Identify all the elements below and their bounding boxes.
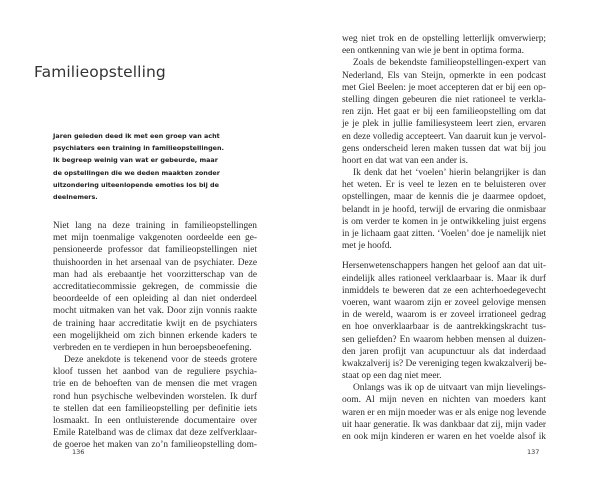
text-line: en hoe onverklaarbaar is de aantrekkingskracht tus- [342, 322, 546, 333]
section-break [342, 252, 546, 260]
intro-line: psychiaters een training in familieopstellingen. [53, 144, 224, 153]
text-line: in de wereld, waarom is er zoveel irrationeel gedrag [342, 310, 546, 321]
text-line: en ook mijn kinderen er waren en het voelde alsof ik [342, 432, 546, 442]
text-line: den jaren profijt van acupunctuur als dat inderdaad [342, 346, 546, 357]
left-body-text [53, 220, 257, 452]
text-line: mocht uitmaken van het vak. Door zijn vonnis raakte [53, 306, 257, 317]
text-line: ren zijn. Het gaat er bij een familieopstelling om dat [342, 107, 546, 118]
text-line: verbreden en te verdiepen in hun beroepsbeoefening. [53, 342, 252, 353]
text-line: met Giel Beelen: je moet accepteren dat er bij een op- [342, 82, 546, 93]
text-line: gens onderscheid leren maken tussen dat wat bij jou [342, 143, 546, 154]
text-line: Niet lang na deze training in familieopstellingen [53, 221, 257, 231]
intro-line: Jaren geleden deed ik met een groep van acht [53, 132, 220, 140]
text-line: kwakzalverij is? De vereniging tegen kwakzalverij be- [342, 358, 547, 369]
text-line: een ontkenning van wie je bent in optima forma. [342, 46, 524, 57]
right-body-text [342, 33, 546, 443]
text-line: hoort en dat wat van een ander is. [342, 155, 468, 166]
page-number: 137 [527, 448, 540, 456]
text-line: man had als erebaantje het voorzitterschap van de [53, 269, 257, 280]
text-line: eindelijk alles rationeel verklaarbaar is. Maar ik durf [342, 273, 546, 284]
intro-line: de opstellingen die we deden maakten zonder [53, 168, 220, 177]
text-line: sen geliefden? En waarom hebben mensen al duizen- [342, 334, 546, 345]
text-line: rond hun psychische welbevinden worstelen. Ik durf [53, 391, 257, 402]
text-line: met je hoofd. [342, 241, 392, 252]
text-line: stelling dingen gebeuren die niet rationeel te verkla- [342, 94, 546, 105]
text-line: oom. Al mijn neven en nichten van moeders kant [342, 395, 546, 406]
page-number: 136 [72, 448, 85, 456]
text-line: te stellen dat een familieopstelling per definitie iets [53, 403, 257, 414]
text-line: Emile Ratelband was de climax dat deze zelfverklaar- [53, 428, 257, 439]
text-line: de training haar accreditatie kwijt en de psychiaters [53, 318, 257, 329]
text-line: en deze volledig accepteert. Van daaruit kun je vervol- [342, 131, 547, 142]
text-line: Onlangs was ik op de uitvaart van mijn lievelings- [353, 383, 546, 394]
text-line: waren er en mijn moeder was er als enige nog levende [342, 407, 546, 418]
text-line: inmiddels te beweren dat ze een achterhoedegevecht [342, 285, 546, 296]
text-line: je je plek in jullie familiesysteem leert zien, ervaren [342, 119, 546, 130]
text-line: een mogelijkheid om zich binnen erkende kaders te [53, 330, 257, 341]
text-line: thuishoorden in het arsenaal van de psychiater. Deze [53, 257, 257, 268]
text-line: trie en de behoeften van de mensen die met vragen [53, 379, 257, 390]
text-line: in je lichaam gaat zitten. ‘Voelen’ doe je namelijk niet [342, 229, 546, 239]
text-line: voeren, want waarom zijn er zoveel gelovige mensen [342, 297, 546, 308]
text-line: is om verder te komen in je ontwikkeling juist ergens [342, 216, 546, 227]
text-line: Hersenwetenschappers hangen het geloof aan dat uit- [342, 261, 546, 272]
text-line: kloof tussen het aanbod van de reguliere psychia- [53, 367, 257, 378]
intro-line: Ik begreep weinig van wat er gebeurde, maar [53, 156, 218, 165]
text-line: losmaakt. In een ontluisterende documentaire over [53, 416, 257, 426]
right-page [300, 0, 600, 480]
text-line: opstellingen, maar de kennis die je daarmee opdoet, [342, 192, 546, 203]
text-line: belandt in je hoofd, terwijl de ervaring die onmisbaar [342, 204, 546, 215]
chapter-title: Familieopstelling [34, 63, 166, 81]
text-line: weg niet trok en de opstelling letterlijk omverwierp; [342, 34, 546, 44]
text-line: Deze anekdote is tekenend voor de steeds grotere [64, 355, 257, 366]
text-line: Zoals de bekendste familieopstellingen-expert van [353, 58, 546, 69]
text-line: beoordeelde of een opleiding al dan niet onderdeel [53, 294, 257, 305]
text-line: Nederland, Els van Steijn, opmerkte in een podcast [342, 70, 546, 81]
text-line: staat op een dag niet meer. [342, 371, 442, 382]
text-line: uit haar generatie. Ik was dankbaar dat zij, mijn vader [342, 419, 546, 430]
text-line: het weten. Er is veel te lezen en te beluisteren over [342, 180, 546, 191]
text-line: de goeroe het maken van zo’n familieopstelling dom- [53, 440, 257, 451]
chapter-intro [53, 130, 224, 203]
intro-line: deelnemers. [53, 193, 98, 202]
text-line: met mijn toenmalige vakgenoten oordeelde een ge- [53, 233, 257, 244]
text-line: pensioneerde professor dat familieopstellingen niet [53, 245, 257, 256]
intro-line: uitzondering uiteenlopende emoties los bij de [53, 180, 219, 189]
text-line: Ik denk dat het ‘voelen’ hierin belangrijker is dan [353, 168, 546, 179]
text-line: accreditatiecommissie gekregen, de commissie die [53, 281, 257, 292]
